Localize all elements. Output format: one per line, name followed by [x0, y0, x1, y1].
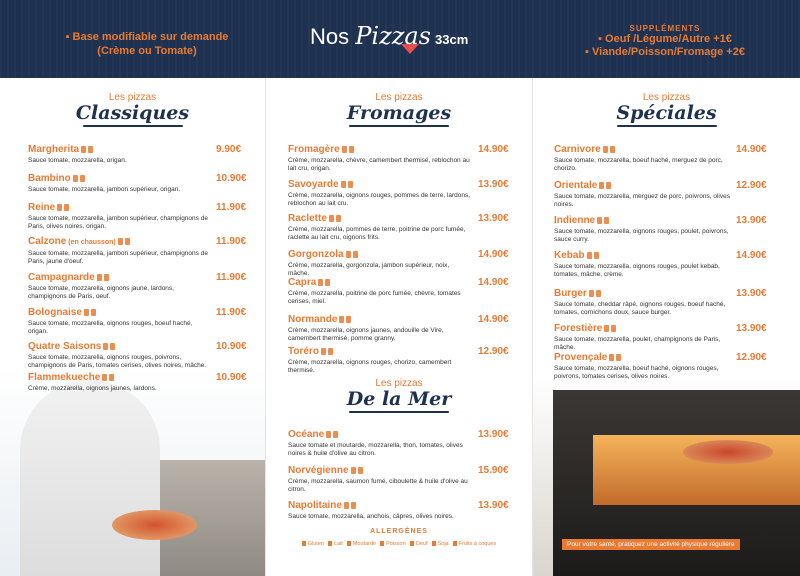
allergen-icon: [104, 274, 109, 281]
item-name-text: Carnivore: [554, 144, 601, 155]
section-speciales: [533, 92, 800, 127]
section-fromages: [265, 92, 533, 127]
item-price: 11.90€: [216, 307, 247, 318]
menu-item: [288, 179, 514, 208]
item-description: Crème, mozzarella, oignons rouges, chorizo, camembert thermisé.: [288, 359, 452, 374]
item-description: Crème, mozzarella, oignons jaunes, lardons.: [28, 385, 157, 392]
item-name-text: Bambino: [28, 173, 71, 184]
menu-title: [310, 22, 510, 54]
allergen-icon: [349, 146, 354, 153]
allergen-icon: [321, 348, 326, 355]
allergen-entry: Soja: [432, 541, 449, 547]
menu-item: [288, 144, 514, 173]
section-small-label: Les pizzas: [375, 92, 423, 103]
item-price: 12.90€: [478, 346, 509, 357]
item-price: 13.90€: [736, 215, 767, 226]
item-name-text: Savoyarde: [288, 179, 339, 190]
menu-item: [554, 180, 772, 209]
allergen-icon: [346, 316, 351, 323]
item-price: 11.90€: [216, 272, 247, 283]
allergen-icon: [609, 354, 614, 361]
menu-item: [288, 465, 514, 494]
item-description: Sauce tomate, mozzarella, oignons jaune, lardons, champignons de Paris, oeuf.: [28, 285, 174, 300]
menu-item: [554, 215, 772, 244]
section-small-label: Les pizzas: [375, 378, 423, 389]
menu-item: [288, 346, 514, 375]
item-name-text: Calzone: [28, 236, 67, 247]
allergen-icon: [348, 181, 353, 188]
allergen-entry: Lait: [328, 541, 343, 547]
item-price: 13.90€: [478, 429, 509, 440]
item-name-text: Orientale: [554, 180, 598, 191]
item-description: Sauce tomate, mozzarella, jambon supérieur, champignons de Paris, olives noires, origan.: [28, 215, 208, 230]
allergen-icon: [97, 274, 102, 281]
allergen-icon: [339, 316, 344, 323]
item-name: [28, 307, 246, 319]
item-description: Sauce tomate, mozzarella, oignons rouges, poulet, poivrons, sauce curry.: [554, 228, 729, 243]
item-name-text: Norvégienne: [288, 465, 349, 476]
item-price: 13.90€: [736, 288, 767, 299]
allergen-icon: [88, 146, 93, 153]
item-name-text: Provençale: [554, 352, 608, 363]
base-note-line1: ▪ Base modifiable sur demande: [65, 31, 229, 43]
item-name: [28, 372, 246, 384]
allergen-entry: Poisson: [380, 541, 406, 547]
menu-item: [554, 250, 772, 279]
item-price: 11.90€: [216, 236, 247, 247]
section-mer: [265, 378, 533, 413]
item-name-text: Forestière: [554, 323, 603, 334]
allergen-icon: [597, 217, 602, 224]
allergen-icon: [604, 325, 609, 332]
item-price: 10.90€: [216, 341, 247, 352]
allergen-icon: [610, 146, 615, 153]
allergen-icon: [594, 252, 599, 259]
menu-item: [288, 429, 514, 458]
allergen-icon: [109, 374, 114, 381]
allergen-icon: [125, 238, 130, 245]
menu-item: [554, 352, 772, 381]
item-description: Sauce tomate, mozzarella, jambon supérieur, champignons de Paris, jaune d'oeuf.: [28, 250, 208, 265]
menu-item: [28, 307, 246, 336]
title-pizzas: Pizzas: [355, 22, 431, 50]
allergen-icon: [326, 431, 331, 438]
item-price: 12.90€: [736, 352, 767, 363]
item-description: Sauce tomate, mozzarella, jambon supérieur, origan.: [28, 186, 181, 193]
item-name-text: Kebab: [554, 250, 585, 261]
item-price: 14.90€: [478, 277, 509, 288]
allergen-icon: [103, 343, 108, 350]
menu-item: [288, 213, 514, 242]
item-price: 13.90€: [736, 323, 767, 334]
item-name: [28, 272, 246, 284]
allergen-entry: Fruits à coques: [453, 541, 497, 547]
item-description: Crème, mozzarella, saumon fumé, ciboulette & huile d'olive au citron.: [288, 478, 468, 493]
allergen-icon: [110, 343, 115, 350]
item-name-text: Quatre Saisons: [28, 341, 102, 352]
menu-item: [554, 323, 772, 352]
item-description: Crème, mozzarella, poitrine de porc fumée, chèvre, tomates cerises, miel.: [288, 290, 461, 305]
item-name-text: Normande: [288, 314, 338, 325]
item-name-text: Bolognaise: [28, 307, 82, 318]
item-description: Crème, mozzarella, oignons jaunes, andouille de Vire, camembert thermisé, pomme granny.: [288, 327, 444, 342]
item-note: (en chausson): [66, 239, 116, 246]
allergen-icon: [346, 251, 351, 258]
allergen-icon: [81, 146, 86, 153]
item-description: Sauce tomate, mozzarella, merguez de porc, poivrons, olives noires.: [554, 193, 730, 208]
item-description: Sauce tomate, mozzarella, boeuf haché, merguez de porc, chorizo.: [554, 157, 723, 172]
section-title: Classiques: [75, 102, 190, 124]
allergen-icon: [603, 146, 608, 153]
allergen-icon: [80, 175, 85, 182]
item-name-text: Capra: [288, 277, 317, 288]
item-name-text: Raclette: [288, 213, 327, 224]
allergen-entry: Moutarde: [347, 541, 376, 547]
allergen-icon: [325, 279, 330, 286]
item-name-text: Indienne: [554, 215, 596, 226]
item-name-text: Fromagère: [288, 144, 340, 155]
item-name-text: Reine: [28, 202, 56, 213]
item-price: 11.90€: [216, 202, 247, 213]
allergen-icon: [328, 348, 333, 355]
allergens-title: ALLERGÈNES: [370, 528, 428, 535]
supplements: [560, 24, 770, 59]
item-description: Sauce tomate, mozzarella, oignons rouges, poivrons, champignons de Paris, tomates cerises, olives noires, mâche.: [28, 354, 207, 369]
menu-item: [28, 372, 246, 393]
allergen-icon: [344, 502, 349, 509]
section-classiques: [0, 92, 265, 127]
menu-item: [554, 288, 772, 317]
allergens-legend: [265, 528, 533, 547]
title-size: 33cm: [435, 32, 469, 47]
item-name: [28, 202, 246, 214]
allergen-icon: [333, 431, 338, 438]
item-name-text: Napolitaine: [288, 500, 342, 511]
item-description: Crème, mozzarella, oignons rouges, pommes de terre, lardons, reblochon au lait cru.: [288, 192, 471, 207]
allergen-icon: [64, 204, 69, 211]
menu-item: [288, 314, 514, 343]
allergen-icon: [596, 290, 601, 297]
section-small-label: Les pizzas: [108, 92, 157, 103]
item-description: Sauce tomate, mozzarella, oignons rouges, boeuf haché, origan.: [28, 320, 193, 335]
section-title: Spéciales: [616, 102, 717, 124]
allergen-icon: [606, 182, 611, 189]
menu-item: [288, 277, 514, 306]
allergen-icon: [341, 181, 346, 188]
item-name-text: Gorgonzola: [288, 249, 344, 260]
item-name: [28, 341, 246, 353]
item-description: Sauce tomate, mozzarella, oignons rouges, poulet kebab, tomates, mâche, crème.: [554, 263, 720, 278]
allergen-icon: [599, 182, 604, 189]
item-description: Sauce tomate, mozzarella, anchois, câpres, olives noires.: [288, 513, 454, 520]
menu-item: [288, 500, 514, 521]
title-nos: Nos: [310, 24, 350, 49]
supplements-label: SUPPLÉMENTS: [629, 24, 701, 33]
item-description: Sauce tomate, mozzarella, boeuf haché, oignons rouges, poivrons, tomates cerises, olives noires.: [554, 365, 719, 380]
allergen-icon: [353, 251, 358, 258]
allergen-icon: [587, 252, 592, 259]
menu-item: [28, 173, 246, 194]
allergen-icon: [351, 467, 356, 474]
allergen-icon: [91, 309, 96, 316]
item-price: 14.90€: [478, 144, 509, 155]
menu-item: [28, 202, 246, 231]
menu-item: [288, 249, 514, 278]
item-description: Sauce tomate, mozzarella, origan.: [28, 157, 127, 164]
base-note: [52, 30, 242, 58]
item-name: [28, 236, 246, 249]
item-price: 13.90€: [478, 213, 509, 224]
supplement-line-2: ▪ Viande/Poisson/Fromage +2€: [585, 46, 745, 58]
item-price: 13.90€: [478, 179, 509, 190]
item-name-text: Margherita: [28, 144, 80, 155]
base-note-line2: (Crème ou Tomate): [97, 45, 197, 57]
allergen-icon: [589, 290, 594, 297]
menu-item: [28, 341, 246, 370]
allergen-icon: [604, 217, 609, 224]
item-name-text: Toréro: [288, 346, 319, 357]
section-title: De la Mer: [346, 388, 452, 410]
section-small-label: Les pizzas: [642, 92, 691, 103]
menu-item: [28, 144, 246, 165]
item-price: 10.90€: [216, 173, 247, 184]
allergen-entry: Gluten: [302, 541, 324, 547]
item-name-text: Burger: [554, 288, 587, 299]
item-price: 14.90€: [478, 314, 509, 325]
item-price: 15.90€: [478, 465, 509, 476]
item-description: Sauce tomate et moutarde, mozzarella, thon, tomates, olives noires & huile d'olive au citron.: [288, 442, 463, 457]
item-price: 10.90€: [216, 372, 247, 383]
item-name-text: Océane: [288, 429, 325, 440]
allergen-entry: Oeuf: [410, 541, 428, 547]
allergen-icon: [102, 374, 107, 381]
item-description: Crème, mozzarella, gorgonzola, jambon supérieur, noix, mâche.: [288, 262, 450, 277]
item-name-text: Campagnarde: [28, 272, 95, 283]
menu-item: [554, 144, 772, 173]
item-price: 12.90€: [736, 180, 767, 191]
allergen-icon: [342, 146, 347, 153]
allergen-icon: [318, 279, 323, 286]
allergen-icon: [73, 175, 78, 182]
allergen-icon: [57, 204, 62, 211]
item-price: 14.90€: [736, 250, 767, 261]
allergen-icon: [611, 325, 616, 332]
allergen-icon: [336, 215, 341, 222]
item-name: [28, 144, 246, 156]
item-price: 14.90€: [478, 249, 509, 260]
allergen-icon: [118, 238, 123, 245]
item-name-text: Flammekueche: [28, 372, 101, 383]
menu-item: [28, 236, 246, 266]
item-name: [28, 173, 246, 185]
item-description: Sauce tomate, mozzarella, poulet, champignons de Paris, mâche.: [554, 336, 721, 351]
allergen-icon: [351, 502, 356, 509]
item-price: 14.90€: [736, 144, 767, 155]
header-bar: [0, 0, 800, 78]
section-title: Fromages: [346, 102, 452, 124]
menu-item: [28, 272, 246, 301]
allergens-list: [265, 541, 533, 547]
item-price: 9.90€: [216, 144, 242, 155]
allergen-icon: [329, 215, 334, 222]
allergen-icon: [616, 354, 621, 361]
item-description: Crème, mozzarella, chèvre, camembert thermisé, reblochon au lait cru, origan.: [288, 157, 470, 172]
item-description: Crème, mozzarella, pommes de terre, poitrine de porc fumée, raclette au lait cru, oignons frits.: [288, 226, 466, 241]
item-description: Sauce tomate, cheddar râpé, oignons rouges, boeuf haché, tomates, cornichons doux, sauce burger.: [554, 301, 726, 316]
allergen-icon: [358, 467, 363, 474]
supplement-line-1: ▪ Oeuf /Légume/Autre +1€: [598, 33, 732, 45]
allergen-icon: [84, 309, 89, 316]
health-note: Pour votre santé, pratiquez une activité physique régulière: [562, 539, 740, 550]
pizza-slice-icon: [401, 44, 419, 54]
item-price: 13.90€: [478, 500, 509, 511]
